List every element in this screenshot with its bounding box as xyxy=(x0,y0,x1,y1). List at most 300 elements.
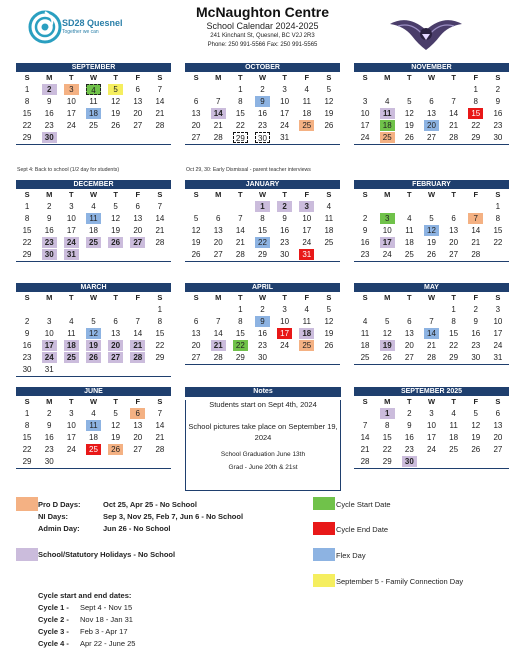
day-cell: 21 xyxy=(471,238,481,247)
day-cell: 8 xyxy=(495,214,501,223)
day-cell: 3 xyxy=(60,84,82,96)
weekday-label: F xyxy=(473,293,479,302)
day-cell: 15 xyxy=(22,109,32,118)
empty-cell xyxy=(185,84,207,96)
weekday-label: W xyxy=(427,73,436,82)
month-calendar xyxy=(354,180,509,262)
month-calendar xyxy=(16,180,171,262)
day-cell: 3 xyxy=(69,202,74,211)
empty-cell xyxy=(60,364,82,376)
day-cell: 6 xyxy=(135,85,140,94)
day-cell: 19 xyxy=(324,109,334,118)
cycle-row: Cycle 4 - Apr 22 - June 25 xyxy=(38,639,136,648)
weekday-label: F xyxy=(304,293,310,302)
weekday-label: M xyxy=(215,293,222,302)
day-grid xyxy=(354,408,509,468)
day-cell: 7 xyxy=(238,214,243,223)
day-cell: 14 xyxy=(471,226,481,235)
day-cell: 3 xyxy=(282,305,287,314)
day-cell: 21 xyxy=(155,109,165,118)
day-cell: 26 xyxy=(111,121,121,130)
day-cell: 6 xyxy=(429,97,434,106)
day-cell: 27 xyxy=(133,121,143,130)
empty-cell xyxy=(38,304,60,316)
weekday-label: T xyxy=(407,73,412,82)
day-cell: 27 xyxy=(191,133,201,142)
day-cell: 7 xyxy=(135,317,140,326)
day-cell: 22 xyxy=(22,445,32,454)
cycle-row: Cycle 3 - Feb 3 - Apr 17 xyxy=(38,627,128,636)
day-cell: 22 xyxy=(229,340,251,352)
legend-holiday-swatch xyxy=(16,548,38,561)
empty-cell xyxy=(127,364,149,376)
day-cell: 17 xyxy=(274,328,296,340)
day-cell: 23 xyxy=(493,121,503,130)
empty-cell xyxy=(105,364,127,376)
day-cell: 20 xyxy=(191,341,201,350)
day-cell: 21 xyxy=(155,433,165,442)
day-cell: 5 xyxy=(429,214,434,223)
day-cell: 5 xyxy=(105,84,127,96)
day-cell: 18 xyxy=(60,340,82,352)
day-cell: 7 xyxy=(157,202,163,211)
day-cell: 17 xyxy=(302,226,312,235)
day-cell: 19 xyxy=(324,329,334,338)
day-cell: 1 xyxy=(24,202,30,211)
empty-cell xyxy=(127,249,149,261)
day-cell: 30 xyxy=(258,353,267,362)
weekday-label: S xyxy=(24,73,30,82)
weekday-label: S xyxy=(193,293,199,302)
day-cell: 11 xyxy=(67,329,76,338)
day-cell: 24 xyxy=(38,352,60,364)
day-cell: 2 xyxy=(362,214,368,223)
empty-cell xyxy=(465,201,487,213)
legend-family-swatch xyxy=(313,574,335,587)
cycle-title: Cycle start and end dates: xyxy=(38,591,132,600)
day-cell: 10 xyxy=(382,226,392,235)
day-cell: 18 xyxy=(296,328,318,340)
empty-cell xyxy=(82,249,104,261)
day-cell: 19 xyxy=(82,340,104,352)
weekday-row xyxy=(185,72,340,84)
day-cell: 11 xyxy=(324,214,334,223)
day-cell: 6 xyxy=(135,202,140,211)
empty-cell xyxy=(420,201,442,213)
month-title: SEPTEMBER xyxy=(16,63,171,72)
day-cell: 27 xyxy=(127,237,149,249)
day-cell: 18 xyxy=(82,108,104,120)
day-cell: 1 xyxy=(495,202,501,211)
day-cell: 22 xyxy=(155,341,165,350)
day-cell: 24 xyxy=(382,250,392,259)
weekday-label: S xyxy=(24,397,30,406)
empty-cell xyxy=(376,304,398,316)
day-cell: 15 xyxy=(155,329,165,338)
weekday-label: T xyxy=(69,73,74,82)
day-cell: 8 xyxy=(384,421,390,430)
weekday-label: W xyxy=(89,397,98,406)
day-cell: 28 xyxy=(155,445,165,454)
empty-cell xyxy=(60,456,82,468)
day-cell: 29 xyxy=(382,457,392,466)
day-cell: 9 xyxy=(407,421,412,430)
month-title: FEBRUARY xyxy=(354,180,509,189)
day-cell: 10 xyxy=(427,421,436,430)
day-cell: 20 xyxy=(420,120,442,132)
day-cell: 11 xyxy=(82,420,104,432)
day-cell: 30 xyxy=(38,132,60,144)
weekday-label: T xyxy=(238,293,243,302)
weekday-label: W xyxy=(258,73,267,82)
legend-cycle-start-swatch xyxy=(313,497,335,510)
day-cell: 10 xyxy=(360,109,370,118)
day-cell: 13 xyxy=(133,214,143,223)
day-cell: 10 xyxy=(66,97,76,106)
day-cell: 31 xyxy=(44,365,54,374)
month-title: SEPTEMBER 2025 xyxy=(354,387,509,396)
day-cell: 8 xyxy=(24,421,30,430)
weekday-label: S xyxy=(495,293,501,302)
day-cell: 6 xyxy=(193,317,199,326)
empty-cell xyxy=(296,132,318,144)
day-cell: 25 xyxy=(82,444,104,456)
month-calendar xyxy=(185,283,340,365)
day-cell: 11 xyxy=(302,317,311,326)
weekday-label: S xyxy=(326,73,332,82)
weekday-label: F xyxy=(304,190,310,199)
empty-cell xyxy=(274,352,296,364)
day-cell: 17 xyxy=(66,226,76,235)
day-cell: 11 xyxy=(89,97,98,106)
weekday-label: T xyxy=(69,190,74,199)
day-cell: 15 xyxy=(493,226,503,235)
month-calendar xyxy=(16,63,171,145)
weekday-row xyxy=(16,189,171,201)
day-cell: 20 xyxy=(133,109,143,118)
day-cell: 6 xyxy=(113,317,118,326)
day-cell: 8 xyxy=(473,97,478,106)
day-cell: 4 xyxy=(304,305,309,314)
day-grid xyxy=(354,304,509,364)
day-cell: 2 xyxy=(46,409,52,418)
day-cell: 5 xyxy=(473,409,478,418)
day-cell: 16 xyxy=(44,109,54,118)
weekday-label: W xyxy=(89,73,98,82)
day-cell: 16 xyxy=(360,238,370,247)
day-cell: 6 xyxy=(127,408,149,420)
day-cell: 31 xyxy=(60,249,82,261)
weekday-label: S xyxy=(362,190,368,199)
legend-prod-label: Pro D Days: xyxy=(38,500,81,509)
day-cell: 21 xyxy=(449,121,459,130)
day-cell: 30 xyxy=(280,250,290,259)
day-cell: 13 xyxy=(493,421,503,430)
day-cell: 23 xyxy=(471,341,481,350)
legend-family: September 5 - Family Connection Day xyxy=(336,577,464,586)
day-cell: 29 xyxy=(235,353,245,362)
day-cell: 8 xyxy=(451,317,456,326)
empty-cell xyxy=(60,132,82,144)
day-cell: 23 xyxy=(280,238,290,247)
day-cell: 6 xyxy=(451,214,456,223)
legend-cycle-end-swatch xyxy=(313,522,335,535)
day-cell: 22 xyxy=(251,237,273,249)
day-cell: 21 xyxy=(155,226,165,235)
day-cell: 13 xyxy=(133,421,143,430)
weekday-label: W xyxy=(427,190,436,199)
day-cell: 7 xyxy=(157,85,163,94)
legend-prod-value: Oct 25, Apr 25 - No School xyxy=(103,500,197,509)
weekday-label: S xyxy=(157,293,163,302)
day-cell: 23 xyxy=(22,353,32,362)
weekday-row xyxy=(16,292,171,304)
day-cell: 9 xyxy=(495,97,501,106)
empty-cell xyxy=(149,132,171,144)
day-cell: 30 xyxy=(251,132,273,144)
day-cell: 2 xyxy=(24,317,30,326)
day-cell: 30 xyxy=(44,457,54,466)
day-cell: 11 xyxy=(376,108,398,120)
day-cell: 9 xyxy=(362,226,368,235)
day-cell: 11 xyxy=(360,329,370,338)
day-cell: 5 xyxy=(91,317,96,326)
empty-cell xyxy=(354,408,376,420)
day-cell: 4 xyxy=(362,317,368,326)
weekday-label: M xyxy=(384,397,391,406)
legend-cycle-start: Cycle Start Date xyxy=(336,500,391,509)
day-cell: 2 xyxy=(260,85,265,94)
day-cell: 24 xyxy=(493,341,503,350)
day-cell: 29 xyxy=(449,353,459,362)
month-calendar xyxy=(354,387,509,469)
weekday-label: S xyxy=(193,190,199,199)
weekday-label: S xyxy=(157,190,163,199)
day-cell: 12 xyxy=(471,421,481,430)
day-cell: 16 xyxy=(471,329,481,338)
day-cell: 19 xyxy=(376,340,398,352)
district-logo xyxy=(28,10,138,44)
empty-cell xyxy=(82,364,104,376)
day-cell: 12 xyxy=(382,329,392,338)
day-cell: 27 xyxy=(191,353,201,362)
day-cell: 14 xyxy=(155,97,165,106)
day-cell: 9 xyxy=(251,316,273,328)
weekday-label: T xyxy=(282,73,287,82)
weekday-label: S xyxy=(326,190,332,199)
weekday-label: T xyxy=(69,397,74,406)
day-cell: 14 xyxy=(133,329,143,338)
day-cell: 7 xyxy=(362,421,368,430)
day-cell: 28 xyxy=(360,457,370,466)
empty-cell xyxy=(420,304,442,316)
day-cell: 27 xyxy=(105,352,127,364)
day-cell: 28 xyxy=(155,238,165,247)
day-cell: 17 xyxy=(66,433,76,442)
day-cell: 1 xyxy=(238,85,243,94)
day-cell: 14 xyxy=(207,108,229,120)
day-grid xyxy=(185,304,340,364)
day-cell: 30 xyxy=(22,365,32,374)
empty-cell xyxy=(127,132,149,144)
day-cell: 18 xyxy=(449,433,459,442)
weekday-label: F xyxy=(473,73,479,82)
weekday-label: S xyxy=(362,293,368,302)
weekday-label: T xyxy=(69,293,74,302)
day-cell: 3 xyxy=(296,201,318,213)
month-calendar xyxy=(185,180,340,262)
day-cell: 15 xyxy=(235,109,245,118)
day-cell: 14 xyxy=(420,328,442,340)
empty-cell xyxy=(465,456,487,468)
empty-cell xyxy=(229,201,251,213)
month-calendar xyxy=(16,387,171,469)
day-cell: 25 xyxy=(296,340,318,352)
day-cell: 13 xyxy=(191,329,201,338)
day-cell: 29 xyxy=(229,132,251,144)
empty-cell xyxy=(105,304,127,316)
day-cell: 5 xyxy=(384,317,390,326)
day-cell: 7 xyxy=(451,97,456,106)
weekday-label: S xyxy=(495,73,501,82)
weekday-label: T xyxy=(238,190,243,199)
day-cell: 9 xyxy=(473,317,478,326)
weekday-label: F xyxy=(473,397,479,406)
weekday-label: T xyxy=(282,293,287,302)
day-cell: 25 xyxy=(82,237,104,249)
day-cell: 25 xyxy=(404,250,414,259)
day-cell: 11 xyxy=(449,421,458,430)
day-cell: 19 xyxy=(427,238,436,247)
day-cell: 15 xyxy=(22,226,32,235)
weekday-label: S xyxy=(157,73,163,82)
day-cell: 24 xyxy=(66,445,76,454)
day-cell: 29 xyxy=(22,250,32,259)
day-cell: 19 xyxy=(111,109,121,118)
day-cell: 15 xyxy=(449,329,459,338)
empty-cell xyxy=(149,364,171,376)
day-cell: 6 xyxy=(193,97,199,106)
day-cell: 1 xyxy=(251,201,273,213)
day-cell: 3 xyxy=(376,213,398,225)
weekday-label: W xyxy=(258,190,267,199)
day-cell: 14 xyxy=(155,421,165,430)
empty-cell xyxy=(318,249,340,261)
day-cell: 22 xyxy=(382,445,392,454)
weekday-label: M xyxy=(384,73,391,82)
day-cell: 31 xyxy=(493,353,503,362)
day-cell: 6 xyxy=(495,409,501,418)
day-cell: 17 xyxy=(493,329,503,338)
empty-cell xyxy=(420,456,442,468)
day-cell: 23 xyxy=(44,121,54,130)
month-title: MARCH xyxy=(16,283,171,292)
day-cell: 4 xyxy=(384,97,390,106)
day-cell: 14 xyxy=(449,109,459,118)
empty-cell xyxy=(185,201,207,213)
day-cell: 22 xyxy=(471,121,481,130)
empty-cell xyxy=(398,201,420,213)
day-cell: 21 xyxy=(360,445,370,454)
day-cell: 23 xyxy=(44,445,54,454)
day-grid xyxy=(16,201,171,261)
day-cell: 19 xyxy=(111,226,121,235)
day-cell: 31 xyxy=(280,133,290,142)
empty-cell xyxy=(487,249,509,261)
day-cell: 5 xyxy=(326,85,332,94)
day-cell: 21 xyxy=(213,121,223,130)
month-title: NOVEMBER xyxy=(354,63,509,72)
weekday-label: T xyxy=(451,293,456,302)
weekday-label: T xyxy=(451,73,456,82)
legend-ni-value: Sep 3, Nov 25, Feb 7, Jun 6 - No School xyxy=(103,512,244,521)
day-cell: 1 xyxy=(238,305,243,314)
day-cell: 29 xyxy=(22,133,32,142)
empty-cell xyxy=(443,456,465,468)
day-cell: 24 xyxy=(427,445,436,454)
day-cell: 9 xyxy=(46,421,52,430)
day-cell: 27 xyxy=(404,353,414,362)
day-cell: 16 xyxy=(258,109,267,118)
day-cell: 20 xyxy=(191,121,201,130)
day-grid xyxy=(354,84,509,144)
logo-tagline: Together we can xyxy=(62,29,99,35)
day-cell: 2 xyxy=(46,202,52,211)
day-cell: 20 xyxy=(213,238,223,247)
day-cell: 12 xyxy=(324,317,334,326)
day-cell: 7 xyxy=(429,317,434,326)
day-cell: 26 xyxy=(382,353,392,362)
day-cell: 20 xyxy=(133,226,143,235)
swirl-logo-icon xyxy=(28,10,62,44)
logo-name: SD28 Quesnel xyxy=(62,18,123,28)
day-grid xyxy=(185,84,340,144)
day-cell: 30 xyxy=(471,353,481,362)
day-cell: 16 xyxy=(22,341,32,350)
day-cell: 20 xyxy=(133,433,143,442)
weekday-label: S xyxy=(24,293,30,302)
day-cell: 17 xyxy=(66,109,76,118)
empty-cell xyxy=(16,304,38,316)
weekday-label: M xyxy=(215,73,222,82)
empty-cell xyxy=(318,352,340,364)
empty-cell xyxy=(376,201,398,213)
weekday-label: S xyxy=(326,293,332,302)
day-grid xyxy=(354,201,509,261)
weekday-label: F xyxy=(304,73,310,82)
day-cell: 4 xyxy=(69,317,74,326)
day-cell: 23 xyxy=(258,121,267,130)
day-cell: 26 xyxy=(427,250,436,259)
notes-line-2: School pictures take place on September 19, 2024 xyxy=(188,422,338,442)
day-cell: 18 xyxy=(404,238,414,247)
day-cell: 20 xyxy=(105,340,127,352)
legend-cycle-end: Cycle End Date xyxy=(336,525,389,534)
notes-title: Notes xyxy=(185,387,341,397)
day-cell: 30 xyxy=(398,456,420,468)
day-cell: 28 xyxy=(471,250,481,259)
month-calendar xyxy=(354,283,509,365)
day-cell: 28 xyxy=(449,133,459,142)
day-cell: 26 xyxy=(105,237,127,249)
month-calendar xyxy=(16,283,171,377)
day-cell: 7 xyxy=(215,97,221,106)
day-cell: 28 xyxy=(235,250,245,259)
day-cell: 14 xyxy=(155,214,165,223)
day-cell: 29 xyxy=(155,353,165,362)
day-cell: 20 xyxy=(449,238,459,247)
page-header xyxy=(160,3,365,50)
